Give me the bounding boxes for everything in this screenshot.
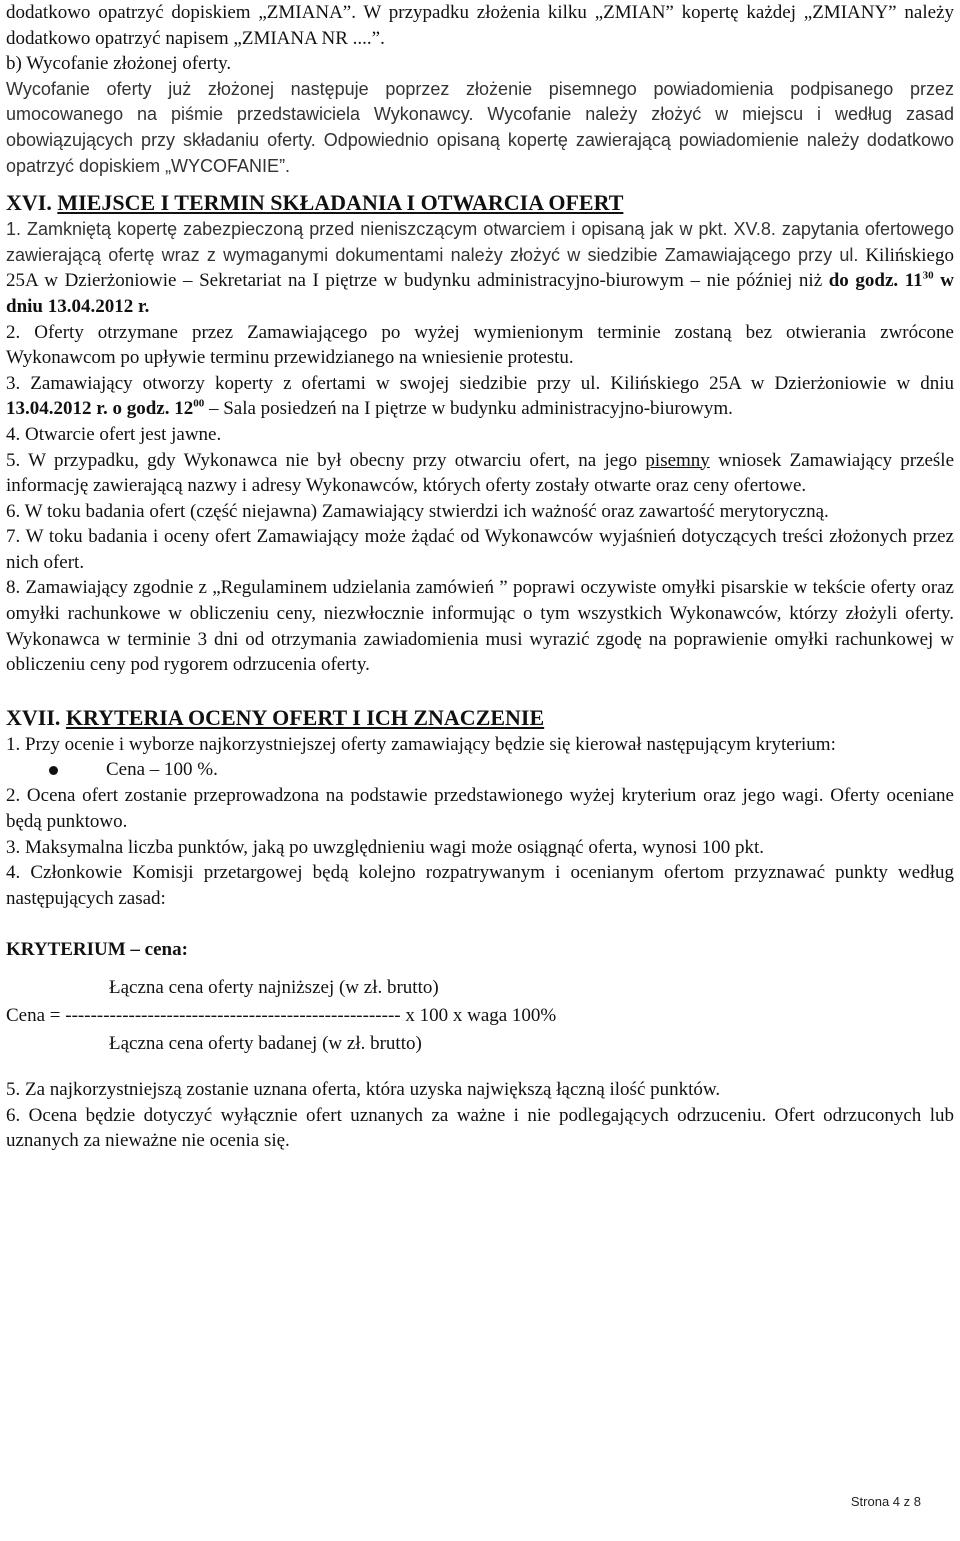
section-16-point-6: 6. W toku badania ofert (część niejawna) Zamawiający stwierdzi ich ważność oraz zawartość merytoryczną. <box>6 500 829 522</box>
section-17-point-4: 4. Członkowie Komisji przetargowej będą kolejno rozpatrywanym i ocenianym ofertom przyznawać punkty według następujących zasad: <box>6 862 954 909</box>
section-16-point-8: 8. Zamawiający zgodnie z „Regulaminem udzielania zamówień ” poprawi oczywiste omyłki pisarskie w tekście oferty oraz omyłki rachunkowe w obliczeniu ceny, niezwłocznie informując o tym wszystkich Wykonawców, którzy złożyli oferty. Wykonawca w terminie 3 dni od otrzymania zawiadomienia musi wyrazić zgodę na poprawienie omyłki rachunkowej w obliczeniu ceny pod rygorem odrzucenia oferty. <box>6 577 954 676</box>
section-16-point-2: 2. Oferty otrzymane przez Zamawiającego po wyżej wymienionym terminie zostaną bez otwierania zwrócone Wykonawcom po upływie terminu przewidzianego na wniesienie protestu. <box>6 321 954 369</box>
section-17-point-6: 6. Ocena będzie dotyczyć wyłącznie ofert uznanych za ważne i nie podlegających odrzuceniu. Ofert odrzuconych lub uznanych za nieważne nie ocenia się. <box>6 1104 954 1152</box>
criterion-label: KRYTERIUM – cena: <box>6 939 188 961</box>
formula-numerator: Łączna cena oferty najniższej (w zł. brutto) <box>109 977 439 998</box>
intro-paragraph: dodatkowo opatrzyć dopiskiem „ZMIANA”. W przypadku złożenia kilku „ZMIAN” kopertę każdej „ZMIANY” należy dodatkowo opatrzyć napisem „ZMIANA NR ....”. <box>6 2 954 49</box>
section-16-point-1: 1. Zamkniętą kopertę zabezpieczoną przed nieniszczącym otwarciem i opisaną jak w pkt. XV.8. zapytania ofertowego zawierającą ofertę wraz z wymaganymi dokumentami należy złożyć w siedzibie Zamawiającego przy ul. Kilińskiego 25A w Dzierżoniowie – Sekretariat na I piętrze w budynku administracyjno-biurowym – nie później niż do godz. $11^{30}$ w dniu 13.04.2012 r. <box>6 219 954 317</box>
section-16-number: XVI. <box>6 190 52 216</box>
bullet-icon <box>49 766 58 775</box>
section-16-point-7: 7. W toku badania i oceny ofert Zamawiający może żądać od Wykonawców wyjaśnień dotyczących treści złożonych przez nich ofert. <box>6 526 954 573</box>
section-16-point-3: 3. Zamawiający otworzy koperty z ofertami w swojej siedzibie przy ul. Kilińskiego 25A w Dzierżoniowie w dniu 13.04.2012 r. o godz. $12^{00}$ – Sala posiedzeń na I piętrze w budynku administracyjno-biurowym. <box>6 372 954 420</box>
section-17-point-5: 5. Za najkorzystniejszą zostanie uznana oferta, która uzyska największą łączną ilość punktów. <box>6 1079 721 1100</box>
section-16-point-4: 4. Otwarcie ofert jest jawne. <box>6 423 222 445</box>
section-16-heading <box>6 189 954 217</box>
page-number: Strona 4 z 8 <box>850 1494 921 1509</box>
formula-line: Cena = ----------------------------------------------------- x 100 x waga 100% <box>6 1005 557 1026</box>
price-formula <box>6 977 954 1063</box>
section-17-title: KRYTERIA OCENY OFERT I ICH ZNACZENIE <box>65 704 545 730</box>
withdrawal-paragraph: Wycofanie oferty już złożonej następuje poprzez złożenie pisemnego powiadomienia podpisanego przez umocowanego na piśmie przedstawiciela Wykonawcy. Wycofanie należy złożyć w miejscu i według zasad obowiązujących przy składaniu oferty. Odpowiednio opisaną kopertę zawierającą powiadomienie należy dodatkowo opatrzyć dopiskiem „WYCOFANIE”. <box>6 78 954 176</box>
section-17-heading <box>6 704 954 732</box>
criterion-text: Cena – 100 %. <box>106 759 218 781</box>
section-17-point-2: 2. Ocena ofert zostanie przeprowadzona na podstawie przedstawionego wyżej kryterium oraz jego wagi. Oferty oceniane będą punktowo. <box>6 785 954 833</box>
section-17-point-1: 1. Przy ocenie i wyborze najkorzystniejszej oferty zamawiający będzie się kierował następującym kryterium: <box>6 733 836 755</box>
section-16-point-5: 5. W przypadku, gdy Wykonawca nie był obecny przy otwarciu ofert, na jego pisemny wniosek Zamawiający prześle informację zawierającą nazwy i adresy Wykonawców, których oferty zostały otwarte oraz ceny ofertowe. <box>6 449 955 497</box>
section-17-point-3: 3. Maksymalna liczba punktów, jaką po uwzględnieniu wagi może osiągnąć oferta, wynosi 100 pkt. <box>6 836 765 858</box>
section-17-number: XVII. <box>6 704 61 730</box>
intro-item-b: b) Wycofanie złożonej oferty. <box>6 53 232 75</box>
page-content <box>6 0 954 1154</box>
formula-denominator: Łączna cena oferty badanej (w zł. brutto) <box>109 1033 422 1054</box>
section-16-title: MIEJSCE I TERMIN SKŁADANIA I OTWARCIA OFERT <box>57 190 624 216</box>
criterion-bullet <box>6 757 954 783</box>
